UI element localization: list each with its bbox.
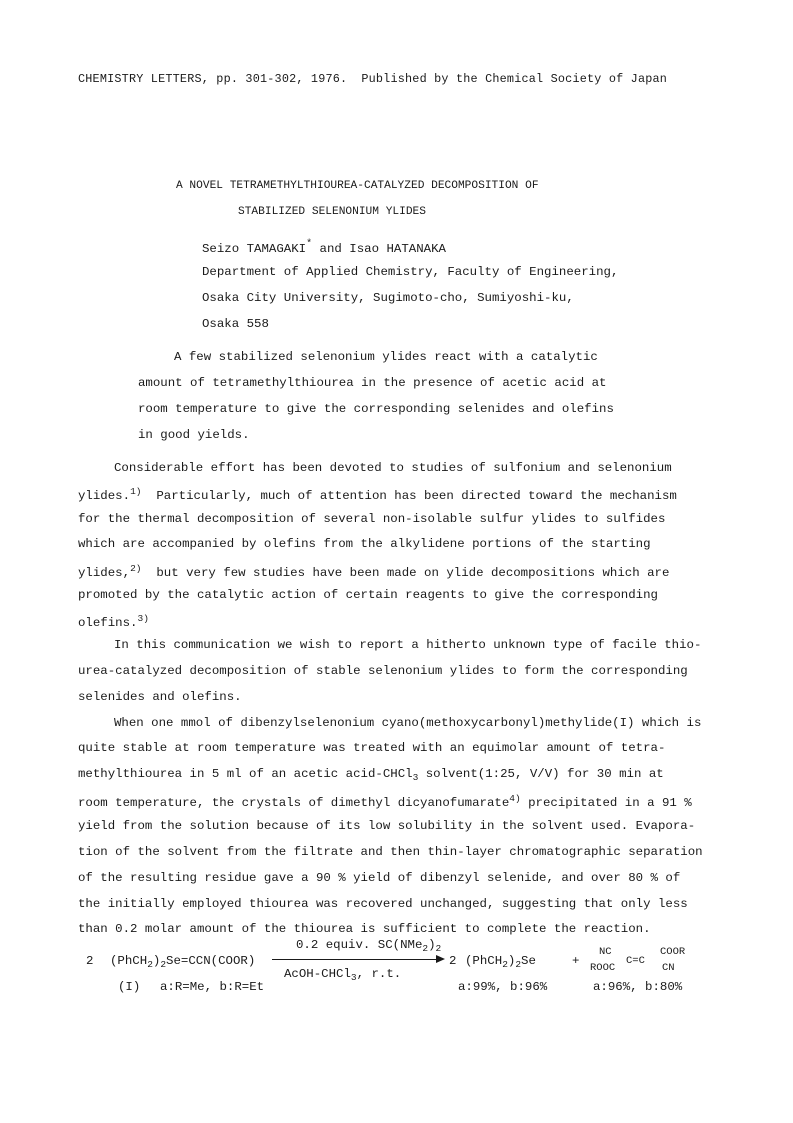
subscript: 2 [435, 943, 442, 954]
scheme-conditions [284, 967, 401, 983]
body-text: olefins. [78, 616, 138, 630]
reagent-text: ) [428, 938, 436, 952]
subscript: 2 [515, 959, 522, 970]
condition-text: , r.t. [356, 967, 402, 981]
corresponding-mark: * [306, 239, 313, 250]
reference-2: 2) [130, 563, 142, 574]
body-text: ylides. [78, 489, 131, 503]
scheme-reactant [110, 954, 255, 970]
reference-4: 4) [509, 793, 521, 804]
author-1: Seizo TAMAGAKI [202, 242, 307, 256]
reaction-arrow [272, 959, 440, 960]
olefin-rooc: ROOC [590, 962, 616, 974]
condition-text: AcOH-CHCl [284, 967, 351, 981]
olefin-coor: COOR [660, 946, 686, 958]
reactant-text: (PhCH [110, 954, 148, 968]
affiliation-line3: Osaka 558 [202, 317, 269, 331]
reference-1: 1) [130, 486, 142, 497]
subscript: 3 [412, 772, 419, 783]
affiliation-line2: Osaka City University, Sugimoto-cho, Sumiyoshi-ku, [202, 291, 574, 305]
body-line: promoted by the catalytic action of certain reagents to give the corresponding [78, 588, 658, 602]
affiliation-line1: Department of Applied Chemistry, Faculty of Engineering, [202, 265, 619, 279]
product-text: Se [521, 954, 536, 968]
abstract-line: in good yields. [138, 428, 250, 442]
body-line [78, 486, 677, 503]
scheme-coefficient: 2 [86, 954, 94, 968]
scheme-reagent [296, 938, 441, 954]
body-line: yield from the solution because of its low solubility in the solvent used. Evapora- [78, 819, 696, 833]
yield-olefin: a:96%, b:80% [593, 980, 683, 994]
body-line: selenides and olefins. [78, 690, 242, 704]
body-line: quite stable at room temperature was treated with an equimolar amount of tetra- [78, 741, 666, 755]
body-text: Particularly, much of attention has been directed toward the mechanism [141, 489, 677, 503]
body-line: than 0.2 molar amount of the thiourea is sufficient to complete the reaction. [78, 922, 651, 936]
scheme-product-selenide [465, 954, 536, 970]
body-line [78, 613, 149, 630]
yield-selenide: a:99%, b:96% [458, 980, 548, 994]
body-line: tion of the solvent from the filtrate and then thin-layer chromatographic separation [78, 845, 703, 859]
body-line: which are accompanied by olefins from the alkylidene portions of the starting [78, 537, 651, 551]
substituent-legend: a:R=Me, b:R=Et [160, 980, 265, 994]
body-text: but very few studies have been made on ylide decompositions which are [141, 566, 670, 580]
body-line: urea-catalyzed decomposition of stable selenonium ylides to form the corresponding [78, 664, 688, 678]
scheme-plus: + [572, 954, 580, 968]
reactant-text: Se=CCN(COOR) [166, 954, 256, 968]
body-text: ylides, [78, 566, 131, 580]
publisher: Published by the Chemical Society of Japan [361, 72, 668, 86]
product-text: (PhCH [465, 954, 503, 968]
compound-label-I: (I) [118, 980, 141, 994]
abstract-line: room temperature to give the corresponding selenides and olefins [138, 402, 614, 416]
reactant-text: ) [152, 954, 161, 968]
author-2: and Isao HATANAKA [312, 242, 446, 256]
body-line: of the resulting residue gave a 90 % yield of dibenzyl selenide, and over 80 % of [78, 871, 681, 885]
body-line: When one mmol of dibenzylselenonium cyano(methoxycarbonyl)methylide(I) which is [114, 716, 702, 730]
olefin-cn: CN [662, 962, 675, 974]
subscript: 2 [147, 959, 153, 970]
body-text: methylthiourea in 5 ml of an acetic acid-CHCl [78, 767, 413, 781]
body-line [78, 563, 669, 580]
authors [202, 239, 446, 256]
subscript: 2 [502, 959, 508, 970]
scheme-product1-coefficient: 2 [449, 954, 457, 968]
citation: CHEMISTRY LETTERS, pp. 301-302, 1976. [78, 72, 348, 86]
body-line: the initially employed thiourea was recovered unchanged, suggesting that only less [78, 897, 688, 911]
body-text: precipitated in a 91 % [520, 796, 692, 810]
reagent-text: 0.2 equiv. SC(NMe [296, 938, 423, 952]
subscript: 2 [422, 943, 429, 954]
body-text: solvent(1:25, V/V) for 30 min at [418, 767, 664, 781]
abstract-line: amount of tetramethylthiourea in the presence of acetic acid at [138, 376, 607, 390]
body-line: In this communication we wish to report a hitherto unknown type of facile thio- [114, 638, 702, 652]
abstract-line: A few stabilized selenonium ylides react with a catalytic [174, 350, 598, 364]
arrowhead-icon [436, 955, 445, 963]
olefin-nc: NC [599, 946, 612, 958]
reference-3: 3) [137, 613, 149, 624]
body-line: for the thermal decomposition of several non-isolable sulfur ylides to sulfides [78, 512, 666, 526]
journal-header [78, 72, 667, 86]
paper-title-line2: STABILIZED SELENONIUM YLIDES [238, 206, 426, 218]
body-line [78, 793, 692, 810]
product-text: ) [507, 954, 516, 968]
body-line [78, 767, 664, 783]
olefin-core: C=C [626, 955, 645, 967]
subscript: 3 [350, 972, 357, 983]
paper-title-line1: A NOVEL TETRAMETHYLTHIOUREA-CATALYZED DECOMPOSITION OF [176, 180, 539, 192]
subscript: 2 [160, 959, 167, 970]
body-text: room temperature, the crystals of dimethyl dicyanofumarate [78, 796, 510, 810]
body-line: Considerable effort has been devoted to studies of sulfonium and selenonium [114, 461, 672, 475]
